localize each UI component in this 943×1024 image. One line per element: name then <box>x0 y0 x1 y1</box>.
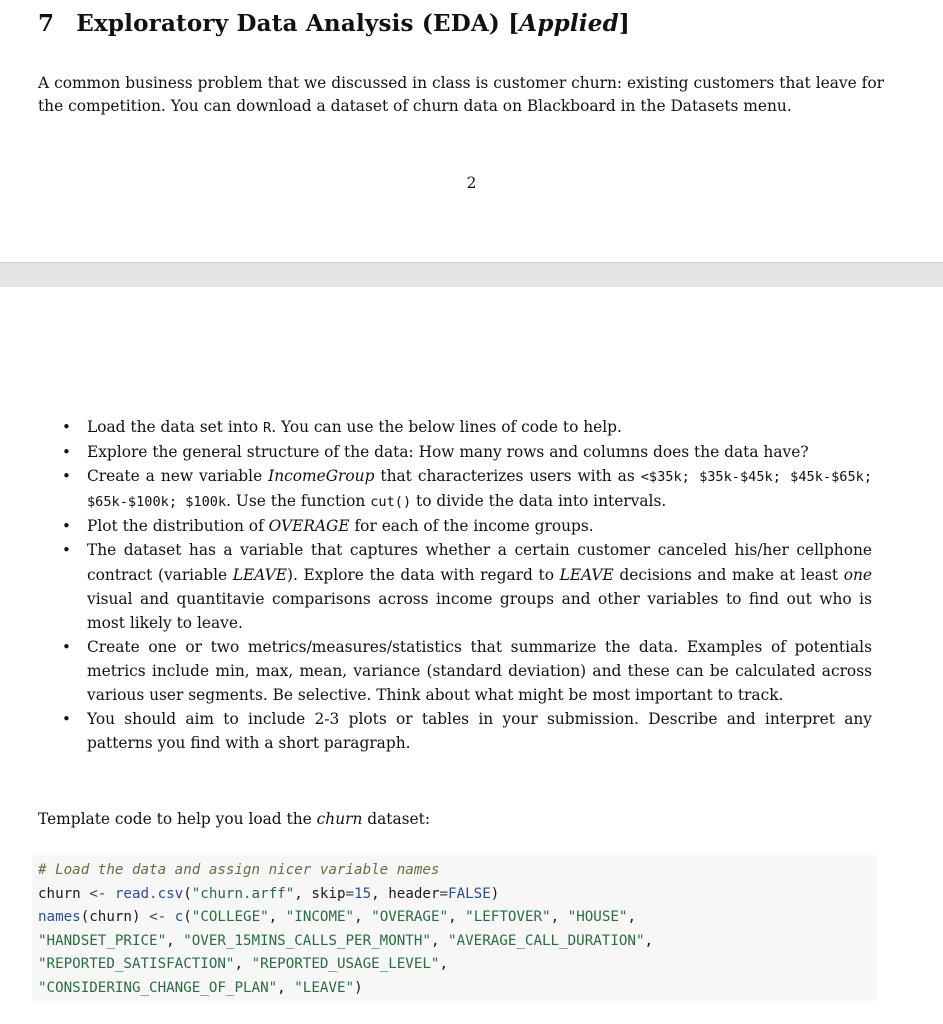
section-number: 7 <box>38 10 55 37</box>
task-list <box>62 415 872 755</box>
page-separator <box>0 262 943 288</box>
bullet-icon: • <box>62 418 71 436</box>
list-item: • Create a new variable IncomeGroup that characterizes users with as <$35k; $35k-$45k; $45k-$65k; $65k-$100k; $100k. Use the function cut() to divide the data into intervals. <box>62 464 872 514</box>
page-number: 2 <box>466 174 477 192</box>
section-tag: Applied <box>519 10 619 37</box>
page-two-top <box>0 287 943 1024</box>
section-heading: 7 Exploratory Data Analysis (EDA) [Applied] <box>38 10 630 37</box>
list-item: • Load the data set into R. You can use the below lines of code to help. <box>62 415 872 440</box>
bullet-icon: • <box>62 467 71 486</box>
bullet-icon: • <box>62 541 71 560</box>
code-comment: # Load the data and assign nicer variable names <box>38 862 440 878</box>
bullet-icon: • <box>62 443 71 462</box>
code-line: churn <box>38 885 90 902</box>
bullet-icon: • <box>62 637 71 656</box>
list-item: • You should aim to include 2-3 plots or tables in your submission. Describe and interpret any patterns you find with a short paragraph. <box>62 707 872 755</box>
page-one-bottom <box>0 0 943 262</box>
code-line: "HANDSET_PRICE" <box>38 932 167 949</box>
bullet-icon: • <box>62 710 71 729</box>
code-line: "REPORTED_SATISFACTION" <box>38 956 235 973</box>
list-item: • Explore the general structure of the data: How many rows and columns does the data have? <box>62 440 872 464</box>
bullet-icon: • <box>62 517 71 536</box>
code-line: "CONSIDERING_CHANGE_OF_PLAN" <box>38 979 278 996</box>
list-item: • The dataset has a variable that captures whether a certain customer canceled his/her cellphone contract (variable LEAVE). Explore the data with regard to LEAVE decisions and make at least one visual and quantitavie comparisons across income groups and other variables to find out who is most likely to leave. <box>62 538 872 634</box>
template-label: Template code to help you load the churn dataset: <box>38 810 431 828</box>
list-item: • Plot the distribution of OVERAGE for each of the income groups. <box>62 514 872 538</box>
code-block: # Load the data and assign nicer variable names churn <- read.csv("churn.arff", skip=15, header=FALSE) names(churn) <- c("COLLEGE", "INCOME", "OVERAGE", "LEFTOVER", "HOUSE", "HANDSET_PRICE", "OVER_15MINS_CALLS_PER_MONTH", "AVERAGE_CALL_DURATION", "REPORTED_SATISFACTION", "REPORTED_USAGE_LEVEL", "CONSIDERING_CHANGE_OF_PLAN", "LEAVE") <box>32 855 877 1001</box>
section-title: Exploratory Data Analysis (EDA) <box>76 10 500 37</box>
intro-paragraph: A common business problem that we discussed in class is customer churn: existing customers that leave for the competition. You can download a dataset of churn data on Blackboard in the Datasets menu. <box>38 74 884 115</box>
code-line: names <box>38 909 81 926</box>
list-item: • Create one or two metrics/measures/statistics that summarize the data. Examples of potentials metrics include min, max, mean, variance (standard deviation) and these can be calculated across various user segments. Be selective. Think about what might be most important to track. <box>62 635 872 707</box>
